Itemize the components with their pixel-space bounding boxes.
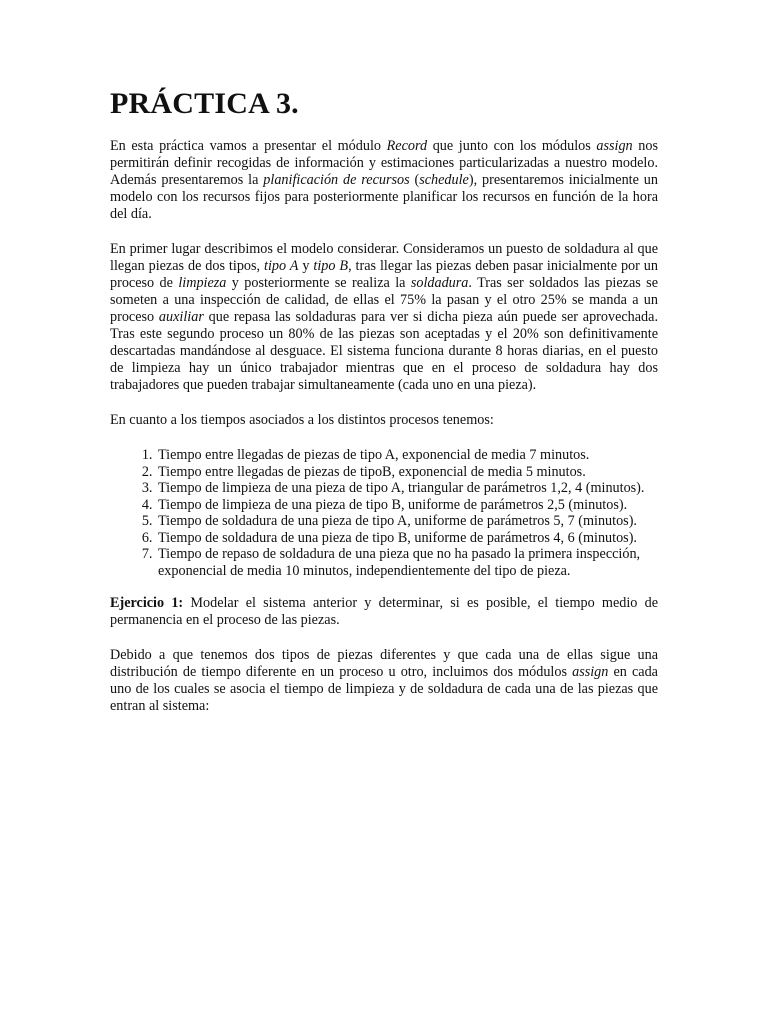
intro-text: nos permitirán definir recogidas de información y estimaciones particularizadas a nuestro modelo. Además presentaremos la (110, 138, 658, 188)
closing-text: en cada uno de los cuales se asocia el tiempo de limpieza y de soldadura de cada una de las piezas que entran al sistema: (110, 664, 658, 714)
assign-term: assign (572, 664, 609, 680)
planificacion-term: planificación de recursos (263, 172, 410, 188)
model-paragraph (110, 241, 658, 394)
intro-text: ), presentaremos inicialmente un modelo con los recursos fijos para posteriormente planificar los recursos en función de la hora del día. (110, 172, 658, 222)
record-term: Record (386, 138, 428, 154)
model-text: . Tras ser soldados las piezas se someten a una inspección de calidad, de ellas el 75% la pasan y el otro 25% se manda a un proceso (110, 275, 658, 325)
intro-text: En esta práctica vamos a presentar el módulo (110, 138, 387, 154)
list-item: 4. Tiempo de limpieza de una pieza de tipo B, uniforme de parámetros 2,5 (minutos). (156, 497, 658, 514)
model-text: En primer lugar describimos el modelo considerar. Consideramos un puesto de soldadura al que llegan piezas de dos tipos, (110, 241, 658, 274)
assign-term: assign (596, 138, 633, 154)
page-title: PRÁCTICA 3. (110, 87, 299, 120)
list-item: 2. Tiempo entre llegadas de piezas de tipoB, exponencial de media 5 minutos. (156, 464, 658, 481)
list-item: 5. Tiempo de soldadura de una pieza de tipo A, uniforme de parámetros 5, 7 (minutos). (156, 513, 658, 530)
soldadura-term: soldadura (410, 275, 469, 291)
list-item: 1. Tiempo entre llegadas de piezas de tipo A, exponencial de media 7 minutos. (156, 447, 658, 464)
list-item: 3. Tiempo de limpieza de una pieza de tipo A, triangular de parámetros 1,2, 4 (minutos). (156, 480, 658, 497)
tipo-a-term: tipo A (264, 258, 299, 274)
intro-text: ( (409, 172, 420, 188)
exercise-paragraph (110, 595, 658, 629)
closing-paragraph (110, 647, 658, 715)
model-text: y posteriormente se realiza la (226, 275, 411, 291)
exercise-text: Modelar el sistema anterior y determinar, si es posible, el tiempo medio de permanencia en el proceso de las piezas. (110, 595, 658, 628)
closing-text: Debido a que tenemos dos tipos de piezas diferentes y que cada una de ellas sigue una distribución de tiempo diferente en un proceso u otro, incluimos dos módulos (110, 647, 658, 680)
auxiliar-term: auxiliar (158, 309, 204, 325)
intro-text: que junto con los módulos (427, 138, 597, 154)
model-text: , tras llegar las piezas deben pasar inicialmente por un proceso de (110, 258, 658, 291)
list-item: 7. Tiempo de repaso de soldadura de una pieza que no ha pasado la primera inspección, exponencial de media 10 minutos, independientemente del tipo de pieza. (156, 546, 658, 579)
model-text: que repasa las soldaduras para ver si dicha pieza aún puede ser aprovechada. Tras este segundo proceso un 80% de las piezas son aceptadas y el 20% son definitivamente descartadas mandándose al desguace. El sistema funciona durante 8 horas diarias, en el puesto de limpieza hay un único trabajador mientras que en el proceso de soldadura hay dos trabajadores que pueden trabajar simultaneamente (cada uno en una pieza). (110, 309, 658, 393)
times-list (110, 447, 658, 579)
exercise-label: Ejercicio 1: (110, 595, 184, 611)
times-intro: En cuanto a los tiempos asociados a los distintos procesos tenemos: (110, 412, 494, 428)
schedule-term: schedule (419, 172, 469, 188)
model-text: y (298, 258, 314, 274)
tipo-b-term: tipo B (313, 258, 349, 274)
intro-paragraph (110, 138, 658, 223)
limpieza-term: limpieza (178, 275, 227, 291)
list-item: 6. Tiempo de soldadura de una pieza de tipo B, uniforme de parámetros 4, 6 (minutos). (156, 530, 658, 547)
